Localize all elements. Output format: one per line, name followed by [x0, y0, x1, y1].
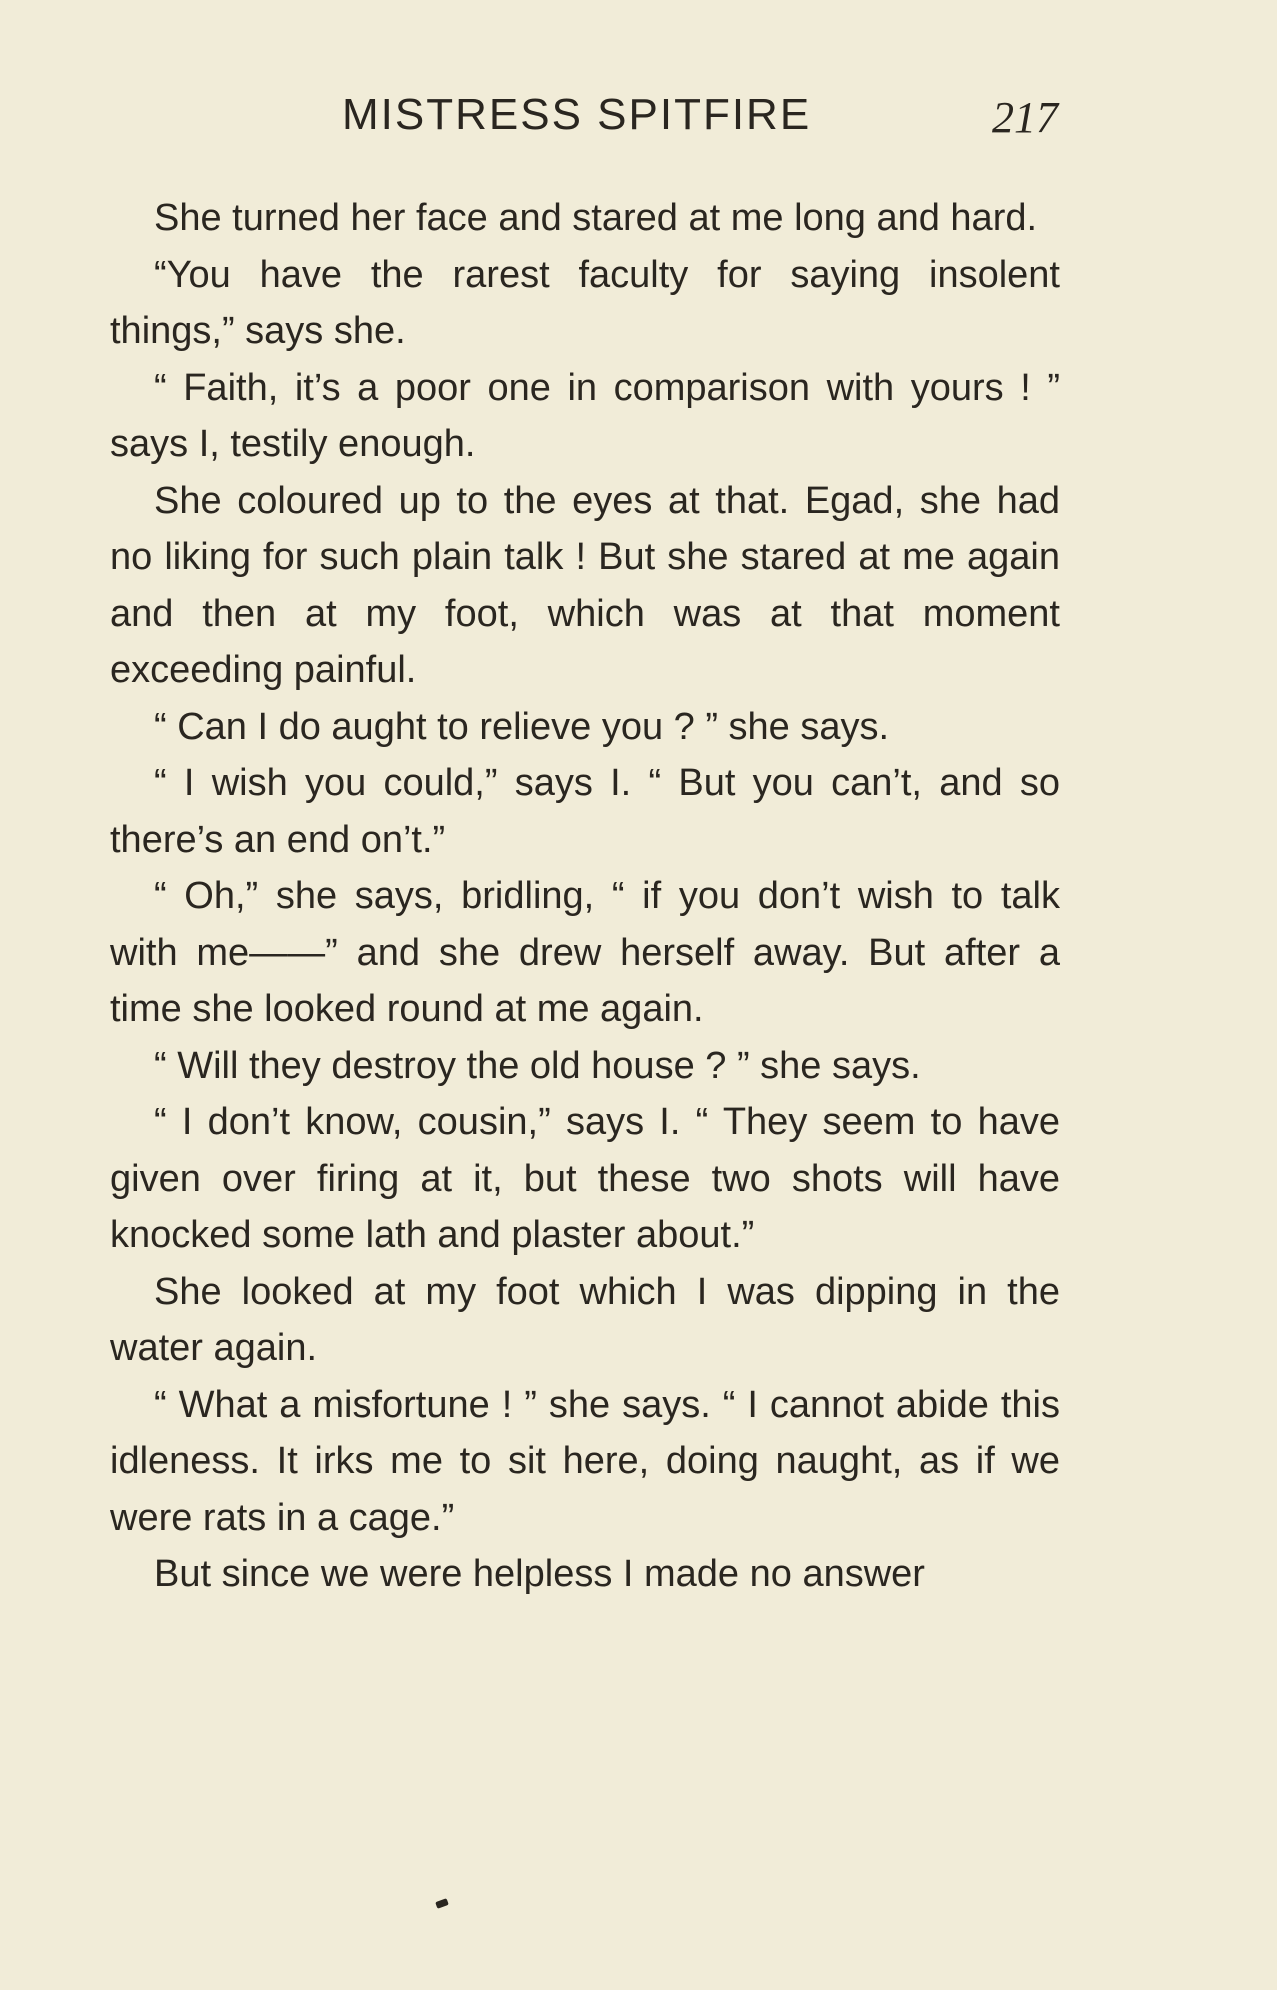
paragraph: She turned her face and stared at me long and hard. [154, 197, 1038, 239]
paragraph: She coloured up to the eyes at that. Egad, she had no liking for such plain talk ! But she stared at me again and then at my foot, which was at that moment exceeding painful. [110, 479, 1060, 691]
paragraph: “You have the rarest faculty for saying insolent things,” says she. [110, 253, 1060, 352]
paragraph: “ Oh,” she says, bridling, “ if you don’t wish to talk with me——” and she drew herself away. But after a time she looked round at me again. [110, 875, 1060, 1030]
page-header [110, 90, 1070, 150]
page-number: 217 [992, 93, 1058, 142]
paragraph: “ What a misfortune ! ” she says. “ I cannot abide this idleness. It irks me to sit here, doing naught, as if we were rats in a cage.” [110, 1383, 1060, 1539]
body-text [110, 190, 1060, 1603]
paragraph: She looked at my foot which I was dipping in the water again. [110, 1270, 1060, 1369]
paragraph: But since we were helpless I made no answer [154, 1553, 925, 1595]
running-title: MISTRESS SPITFIRE [342, 90, 812, 139]
printer-mark-icon [435, 1898, 449, 1909]
paragraph: “ I wish you could,” says I. “ But you can’t, and so there’s an end on’t.” [110, 762, 1060, 861]
paragraph: “ Will they destroy the old house ? ” she says. [154, 1044, 921, 1087]
paragraph: “ I don’t know, cousin,” says I. “ They seem to have given over firing at it, but these two shots will have knocked some lath and plaster about.” [110, 1101, 1060, 1256]
paragraph: “ Faith, it’s a poor one in comparison with yours ! ” says I, testily enough. [110, 366, 1060, 465]
paragraph: “ Can I do aught to relieve you ? ” she says. [154, 705, 890, 748]
